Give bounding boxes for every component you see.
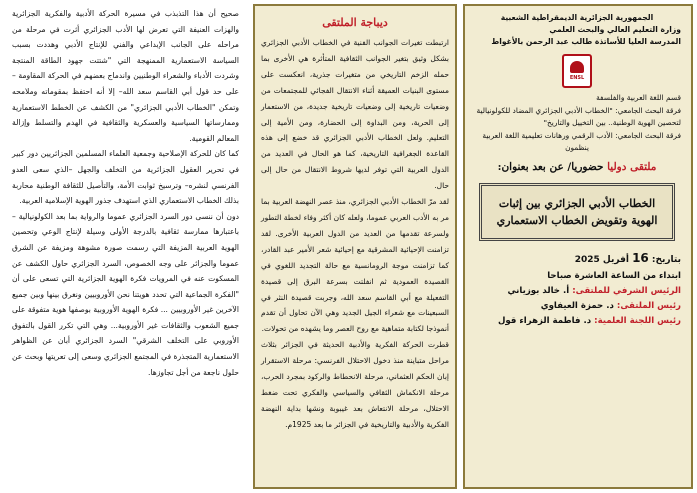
- conference-announcement: [473, 161, 681, 173]
- middle-panel: [253, 4, 457, 489]
- middle-paragraph-2: لقد مرّ الخطاب الأدبي الجزائري، منذ عصر النهضة العربية بما مر به الأدب العربي عموما، ولعله كان أكثر وفاء لخطة التطور ولسرعة تقدمها من العديد من الدول العربية الأخرى. لقد تزامنت الإحيائية المشرقية مع إحيائية شعر الأمير عبد القادر، كما تزامنت موجة الرومانسية مع حالة التجديد اللغوي في القصيدة العمودية ثم انفلتت بسرعة البرق إلى قصيدة التفعيلة مع أبي القاسم سعد الله، وجربت قصيدة النثر في السبعينات مع شعراء الجيل الجديد وهي الآن تحاول أن تقدم أنموذجا لكتابة متماهية مع روح العصر وما يشهده من تحولات.: [261, 197, 449, 334]
- logo-emblem-icon: [570, 61, 584, 73]
- date-day: 16: [632, 250, 649, 265]
- conference-mode: حضوريا/ عن بعد بعنوان:: [497, 160, 608, 173]
- school-header: المدرسة العليا للأساتذة طالب عبد الرحمن بالأغواط: [491, 37, 681, 46]
- start-time: ابتداء من الساعة العاشرة صباحا: [547, 270, 681, 281]
- preamble-heading: ديباجة الملتقى: [322, 16, 388, 29]
- date-month-year: أفريل 2025: [574, 254, 629, 265]
- left-paragraph-1: صحيح أن هذا التذبذب في مسيرة الحركة الأدبية والفكرية الجزائرية والهزات العنيفة التي تعرض لها الأدب الجزائري أثرت في مرحلة من مراحله على الجانب الإبداعي والفني للإنتاج الأدبي وهددت بسبب السياسة الاستعمارية الممنهجة التي "شتتت جهود الطاقة المنتجة وشردت الأدباء والشعراء الوطنيين واندماج بعضهم في الحركة المقاومة –على حد قول أبي القاسم سعد الله– إلا أنه احتفظ بمقوماته وملامحه وتمكن "الخطاب الأدبي الجزائري" من الكشف عن الخطط الاستعمارية وممارساتها السياسية والعسكرية والثقافية في الهدم والتسلط وإزالة المعالم القومية.: [12, 9, 239, 143]
- conference-chair-label: رئيس الملتقى:: [616, 300, 681, 311]
- middle-paragraph-1: ارتبطت تغيرات الجوانب الفنية في الخطاب الأدبي الجزائري بشكل وثيق بتغير الجوانب الثقافية المتأثرة هي الأخرى بما حمله الزخم التاريخي من متغيرات جذرية، انعكست على مستوى البنيات العميقة أثناء الانتقال الفجائي للمجتمعات من وضعيات تاريخية إلى وضعيات تاريخية جديدة، من الاستعمار إلى الحرية، ومن البداوة إلى الحضارة، ومن الأمية إلى التعليم. ولعل الخطاب الأدبي الجزائري قد خضع إلى هذه القاعدة الجغرافية التاريخية، كما هو الحال في العديد من الدول العربية التي توفر لديها شروط الانتقال من حال إلى حال.: [261, 38, 449, 191]
- research-team-1-cont: لتحصين الهوية الوطنية.. بين التخييل والتاريخ": [543, 118, 681, 127]
- school-logo: [562, 54, 592, 88]
- conference-date: [473, 251, 681, 265]
- middle-paragraph-3: قطرت الحركة الفكرية والأدبية الحديثة في الجزائر بثلاث مراحل متباينة منذ دخول الاحتلال الفرنسي: مرحلة الاستقرار إبان الحكم العثماني، مرحلة الانحطاط والركود بمجرد الحرب، مرحلة الانكماش الثقافي والسياسي والفكري تحت ضغط الاحتلال، مرحلة الانتعاش بعد غيبوبة ونشها بداية النهضة الفكرية والأدبية والتاريخية في الجزائر ما بعد 1925م.: [261, 340, 449, 429]
- left-panel: [4, 4, 245, 489]
- conference-title-line-2: الهوية وتقويض الخطاب الاستعماري: [496, 213, 658, 227]
- research-team-2: فرقة البحث الجامعي: الأدب الرقمي ورهانات تعليمية اللغة العربية: [482, 130, 681, 140]
- conference-chair-name: د. حمزة العيفاوي: [540, 300, 617, 311]
- left-paragraph-3: دون أن ننسى دور السرد الجزائري عموما والرواية بما بعد الكولونيالية –باعتبارها ممارسة ثقافية بالدرجة الأولى وسيلة لإنتاج الوعي وتحصين الهوية العربية المزيفة التي رسمت صورة مشوهة ومزيفة عن الشرق عموما والجزائر على وجه الخصوص، السرد الجزائري حاول الكشف عن المسكوت عنه في المرويات فكرة الهوية الجزائرية التي تسعى على أن "الفكرة الجماعية التي تحدد هويتنا نحن الأوروبيين ونغرق بينها وبين جميع الآخرين غير الأوروبيين ... فكرة الهوية الأوروبية بوصفها هوية متفوقة على جميع الشعوب والثقافات غير الأوروبية... وهي التي تكرر القول بالتفوق الأوروبي على التخلف الشرقي" السرد الجزائري أبان عن الظواهر الاستعمارية المتجذرة في المجتمع الجزائري وسعى إلى تعريتها وبحث عن حلول ناجعة من أجل تجاوزها.: [12, 211, 239, 377]
- date-label: بتاريخ:: [651, 254, 681, 265]
- scientific-committee-name: د. فاطمة الزهراء قول: [497, 315, 595, 326]
- logo-text: ENSL: [569, 75, 585, 81]
- right-panel: [463, 4, 693, 489]
- ministry-header: وزارة التعليم العالي والبحث العلمي: [549, 25, 681, 34]
- scientific-committee-label: رئيس اللجنة العلمية:: [594, 315, 681, 326]
- scientific-committee-chair: [473, 316, 681, 326]
- honorary-president: [473, 286, 681, 296]
- honorary-president-name: أ. خالد بوزياني: [507, 285, 573, 296]
- organizers-label: ينظمون: [565, 143, 589, 152]
- brochure-page: [4, 4, 693, 489]
- honorary-president-label: الرئيس الشرفي للملتقى:: [572, 285, 681, 296]
- conference-title-box: [479, 183, 675, 241]
- conference-chair: [473, 301, 681, 311]
- department: قسم اللغة العربية والفلسفة: [596, 93, 681, 102]
- research-team-1: فرقة البحث الجامعي: "الخطاب الأدبي الجزائري المضاد للكولونيالية: [476, 105, 681, 115]
- left-paragraph-2: كما كان للحركة الإصلاحية وجمعية العلماء المسلمين الجزائريين دور كبير في تحرير العقول الجزائرية من التخلف والجهل –الذي سعى العدو الفرنسي لنشره– وترسيخ ثوابت الأمة، والتأصيل للثقافة الوطنية محاربة بذلك الخطاب الاستعماري الذي استهدف جذور الهوية الإسلامية العربية.: [12, 149, 239, 206]
- conference-type: ملتقى دوليا: [607, 160, 657, 173]
- republic-header: الجمهورية الجزائرية الديمقراطية الشعبية: [500, 13, 654, 22]
- conference-title-line-1: الخطاب الأدبي الجزائري بين إثبات: [498, 196, 656, 210]
